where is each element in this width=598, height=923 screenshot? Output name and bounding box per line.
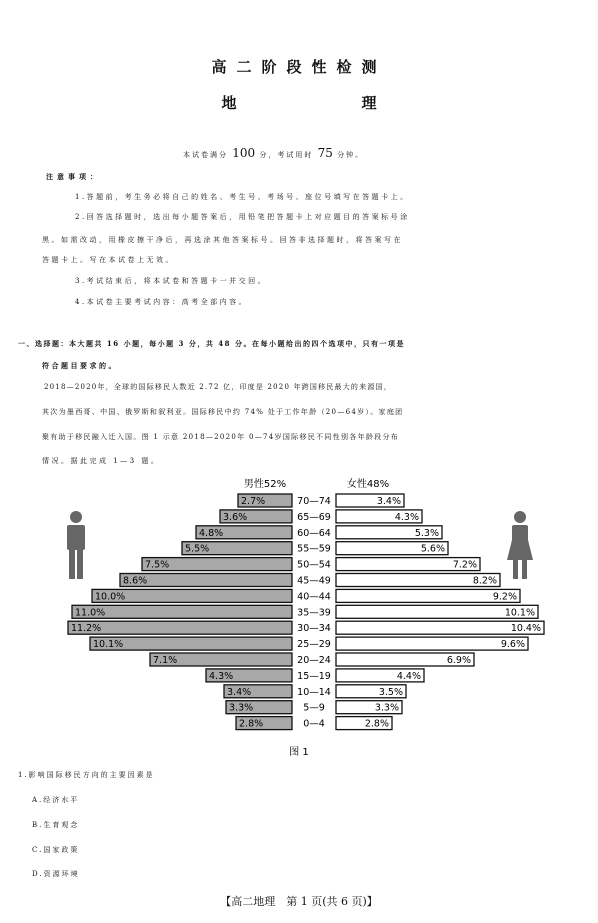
passage-line: 聚有助于移民融入迁入国。图 1 示意 2018—2020年 0—74岁国际移民不同性别各年龄段分布 <box>42 433 400 441</box>
female-bar-label: 9.2% <box>492 591 517 603</box>
notes-heading: 注意事项： <box>46 172 101 181</box>
age-group-label: 60—64 <box>297 527 331 539</box>
female-bar-label: 5.6% <box>420 543 445 555</box>
male-bar-label: 7.1% <box>153 655 178 666</box>
exam-info: 本试卷满分 100 分，考试用时 75 分钟。 <box>183 146 365 160</box>
male-bar <box>68 621 292 634</box>
male-bar-label: 3.4% <box>227 686 252 698</box>
section-heading-cont: 符合题目要求的。 <box>42 361 118 370</box>
age-group-label: 25—29 <box>297 639 331 651</box>
note-item: 答题卡上。写在本试卷上无效。 <box>42 256 175 264</box>
subject-left: 地 <box>221 94 237 112</box>
age-group-label: 45—49 <box>297 575 331 587</box>
female-label: 女性48% <box>346 479 390 490</box>
option-b: B.生育观念 <box>32 821 80 829</box>
female-bar-label: 3.3% <box>374 702 399 714</box>
note-item: 4.本试卷主要考试内容：高考全部内容。 <box>75 298 249 306</box>
population-pyramid-chart <box>0 470 598 760</box>
age-group-label: 35—39 <box>297 607 331 619</box>
male-bar-label: 10.1% <box>93 639 124 651</box>
male-label: 男性52% <box>243 479 287 490</box>
age-group-label: 70—74 <box>297 496 331 507</box>
age-group-label: 15—19 <box>297 670 331 682</box>
age-group-label: 10—14 <box>297 686 331 698</box>
female-bar-label: 4.3% <box>394 511 419 523</box>
note-item: 黑。如需改动，用橡皮擦干净后，再选涂其他答案标号。回答非选择题时，将答案写在 <box>42 236 403 244</box>
female-bar-label: 2.8% <box>364 718 389 730</box>
female-figure-icon <box>507 511 533 579</box>
note-item: 1.答题前，考生务必将自己的姓名、考生号、考场号、座位号填写在答题卡上。 <box>75 193 410 201</box>
passage-line: 其次为墨西哥、中国、俄罗斯和叙利亚。国际移民中约 74% 处于工作年龄（20—64岁）。家庭团 <box>42 408 404 416</box>
age-group-label: 0—4 <box>303 718 325 730</box>
male-bar-label: 2.8% <box>239 718 264 730</box>
female-bar-label: 8.2% <box>472 575 497 587</box>
note-item: 3.考试结束后，将本试卷和答题卡一并交回。 <box>75 277 268 285</box>
male-bar-label: 7.5% <box>145 559 170 571</box>
age-group-label: 65—69 <box>297 511 331 523</box>
female-bar-label: 3.5% <box>378 686 403 698</box>
male-bar-label: 10.0% <box>95 591 126 603</box>
option-c: C.国家政策 <box>32 846 80 854</box>
male-bar-label: 3.6% <box>223 511 248 523</box>
female-bar-label: 10.4% <box>510 623 541 635</box>
age-group-label: 30—34 <box>297 623 331 635</box>
female-bar-label: 5.3% <box>414 527 439 539</box>
subject-title <box>0 92 598 113</box>
question-stem: 1.影响国际移民方向的主要因素是 <box>18 771 155 779</box>
male-bar-label: 2.7% <box>241 496 266 507</box>
female-bar <box>336 637 528 650</box>
passage-line: 2018—2020年，全球的国际移民人数近 2.72 亿，印度是 2020 年跨国移民最大的来源国， <box>44 383 392 391</box>
female-bar-label: 4.4% <box>396 670 421 682</box>
page-footer: 【高二地理 第 1 页(共 6 页)】 <box>220 895 378 908</box>
male-bar-label: 4.3% <box>209 670 234 682</box>
age-group-label: 5—9 <box>303 702 325 714</box>
exam-title: 高二阶段性检测 <box>211 58 387 76</box>
passage-line: 情况。据此完成 1—3 题。 <box>42 457 161 465</box>
age-group-label: 50—54 <box>297 559 331 571</box>
subject-right: 理 <box>361 94 377 112</box>
female-bar-label: 9.6% <box>500 639 525 651</box>
female-bar-label: 3.4% <box>376 496 401 507</box>
female-bar-label: 7.2% <box>452 559 477 571</box>
section-heading: 一、选择题：本大题共 16 小题，每小题 3 分，共 48 分。在每小题给出的四个选项中，只有一项是 <box>18 339 405 348</box>
male-bar-label: 3.3% <box>229 702 254 714</box>
note-item: 2.回答选择题时，选出每小题答案后，用铅笔把答题卡上对应题目的答案标号涂 <box>75 213 410 221</box>
figure-caption: 图 1 <box>289 747 309 758</box>
female-bar-label: 6.9% <box>446 655 471 666</box>
female-bar-label: 10.1% <box>504 607 535 619</box>
male-bar-label: 5.5% <box>185 543 210 555</box>
male-bar-label: 11.0% <box>75 607 106 619</box>
age-group-label: 55—59 <box>297 543 331 555</box>
male-bar-label: 4.8% <box>199 527 224 539</box>
male-bar-label: 8.6% <box>123 575 148 587</box>
male-figure-icon <box>67 511 85 579</box>
male-bar-label: 11.2% <box>71 623 102 635</box>
option-a: A.经济水平 <box>32 796 80 804</box>
option-d: D.资源环境 <box>32 870 80 878</box>
age-group-label: 20—24 <box>297 655 331 666</box>
age-group-label: 40—44 <box>297 591 331 603</box>
